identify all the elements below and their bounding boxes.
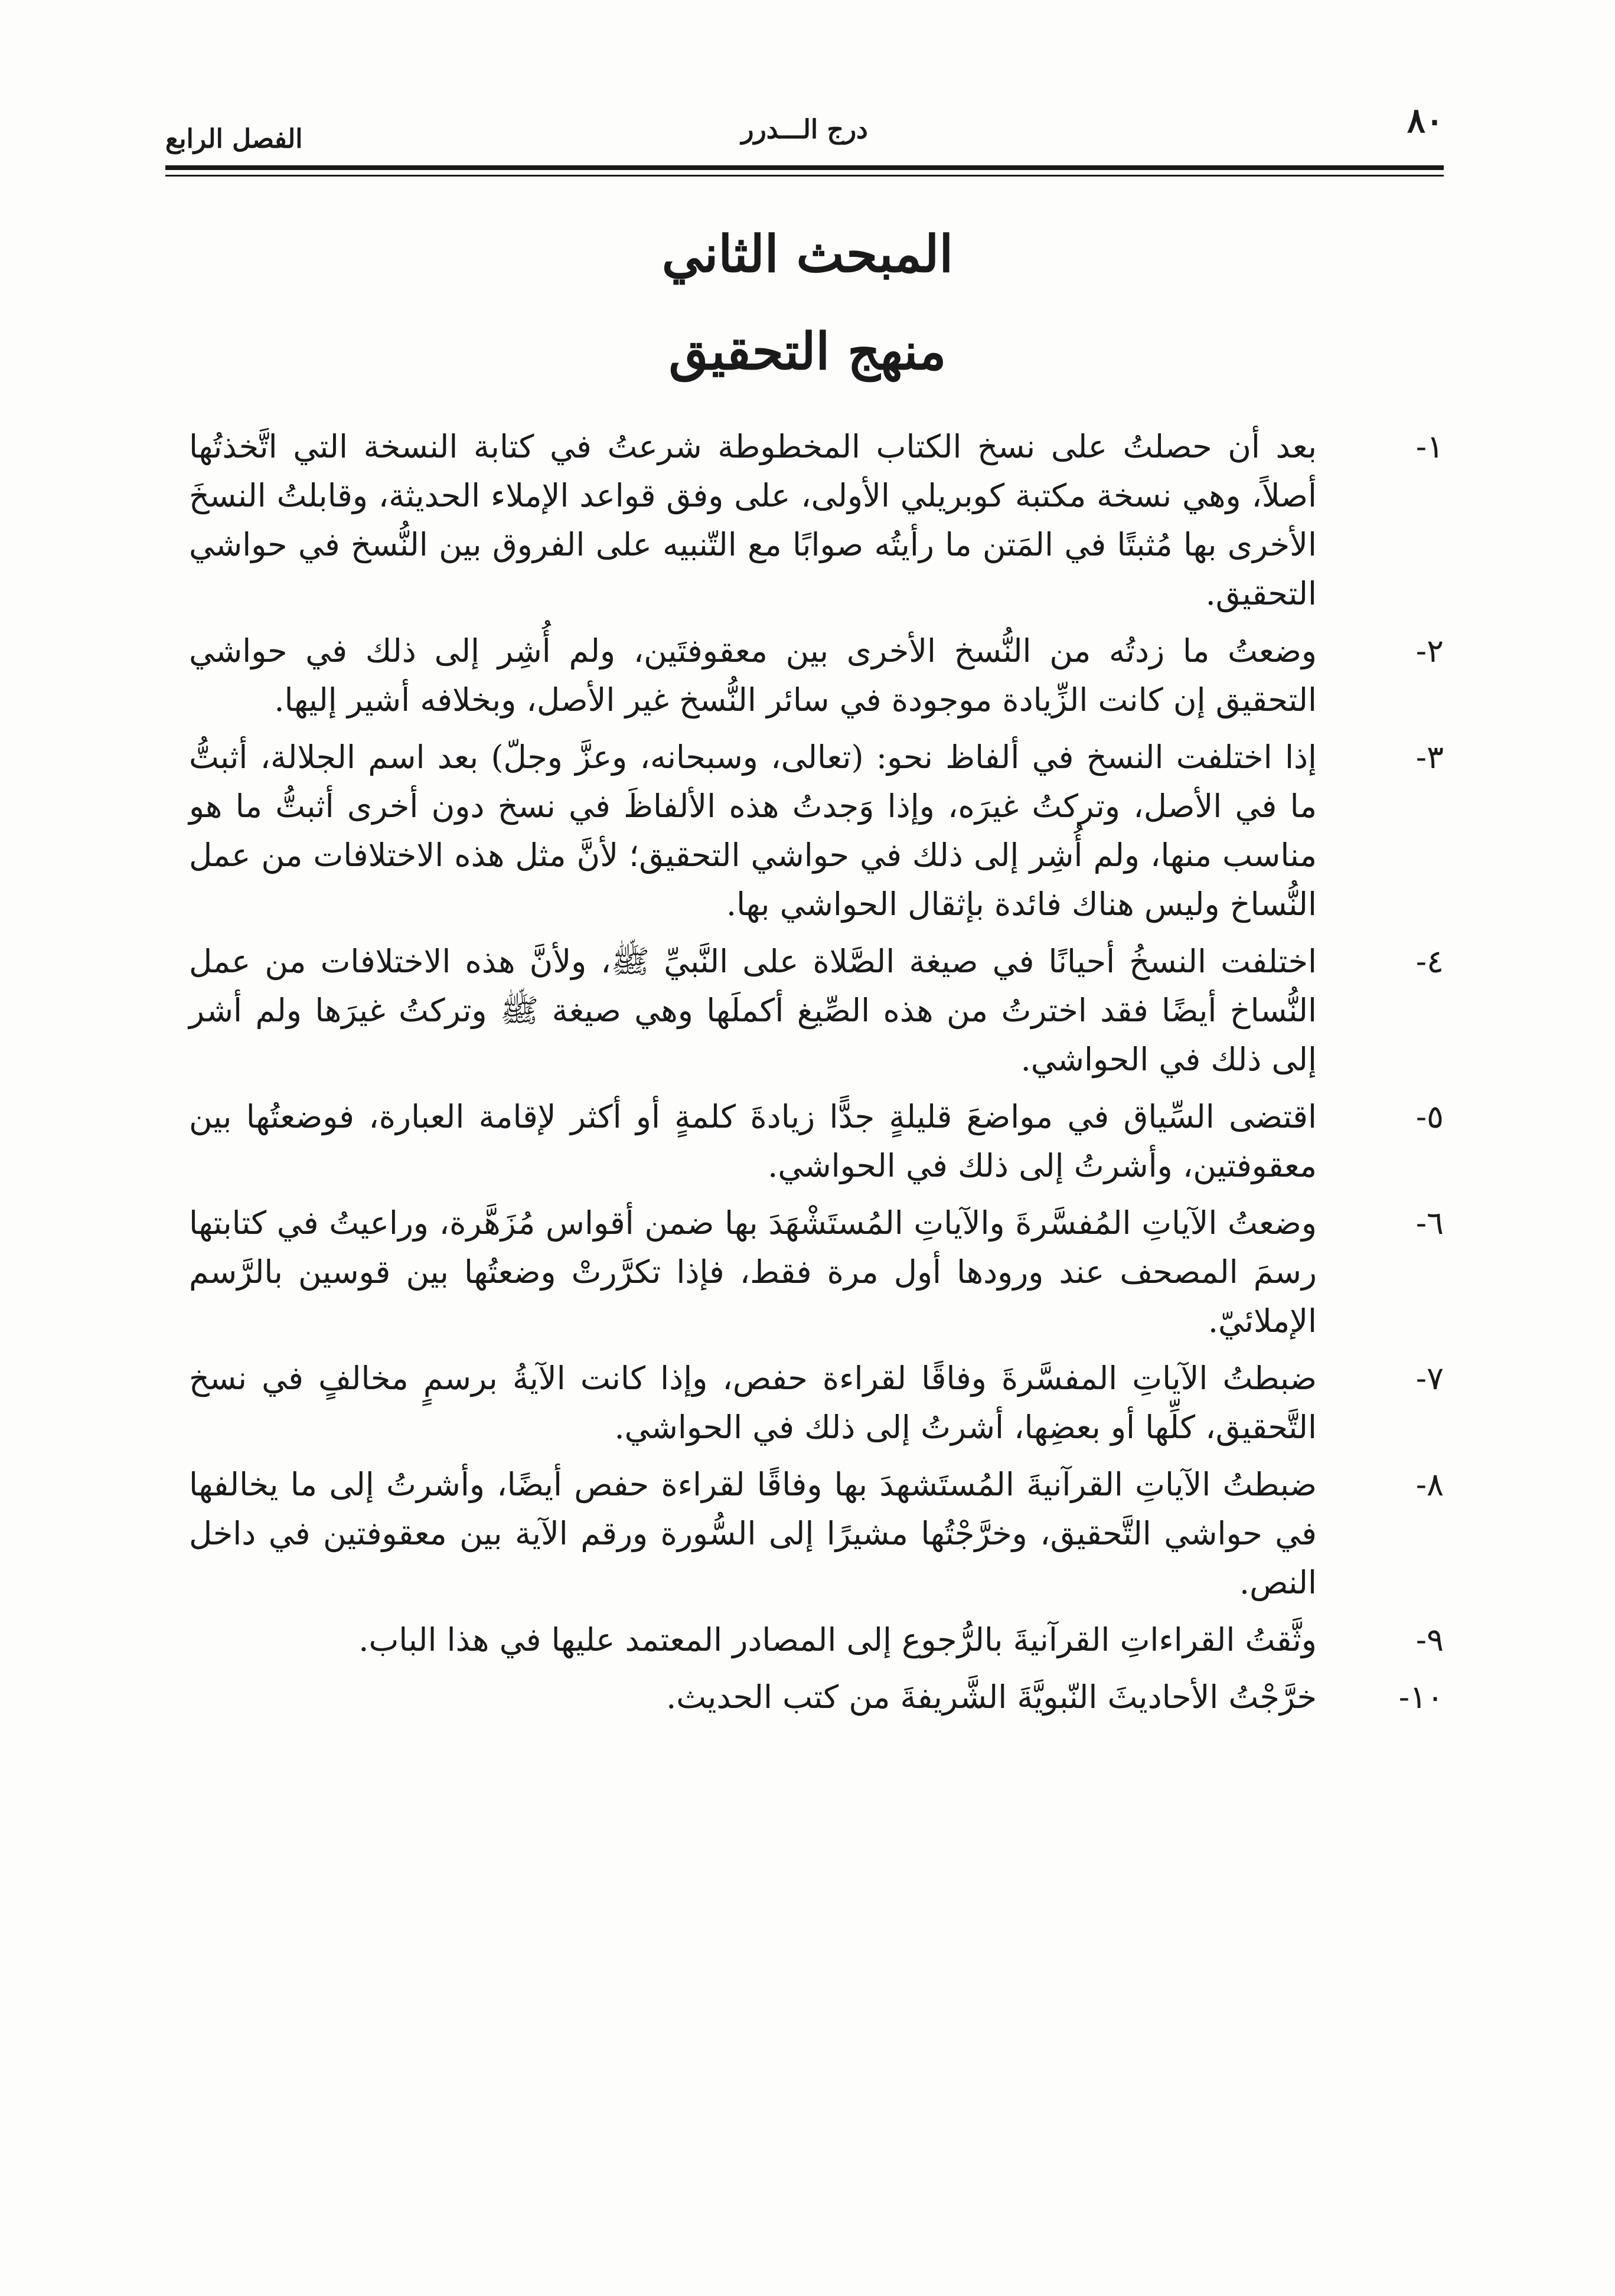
list-item-1 (189, 422, 1444, 618)
methodology-list (189, 422, 1444, 1730)
page-number: ٨٠ (1407, 100, 1444, 141)
item-text: وثَّقتُ القراءاتِ القرآنيةَ بالرُّجوع إلى المصادر المعتمد عليها في هذا الباب. (358, 1621, 1317, 1658)
item-number: ٧- (1415, 1360, 1444, 1397)
item-number: ٢- (1415, 632, 1444, 669)
item-number: ٨- (1415, 1466, 1444, 1503)
list-item-2 (189, 626, 1444, 724)
item-number: ٥- (1415, 1098, 1444, 1135)
item-number: ٣- (1415, 739, 1444, 776)
list-item-10 (189, 1673, 1444, 1722)
chapter-title: الفصل الرابع (165, 124, 303, 154)
item-text: وضعتُ الآياتِ المُفسَّرةَ والآياتِ المُستَشْهَدَ بها ضمن أقواس مُزَهَّرة، وراعيتُ في كتابتها رسمَ المصحف عند ورودها أول مرة فقط، فإذا تكرَّرتْ وضعتُها بين قوسين بالرَّسم الإملائيّ. (189, 1204, 1317, 1340)
item-number: ٩- (1415, 1621, 1444, 1658)
section-heading: المبحث الثاني (661, 224, 954, 284)
item-number: ٤- (1415, 943, 1444, 980)
list-item-5 (189, 1092, 1444, 1190)
book-title: درج الـــدرر (741, 115, 868, 145)
item-text: وضعتُ ما زدتُه من النُّسخ الأخرى بين معقوفتَين، ولم أُشِر إلى ذلك في حواشي التحقيق إن كانت الزِّيادة موجودة في سائر النُّسخ غير الأصل، وبخلافه أشير إليها. (189, 632, 1317, 718)
list-item-9 (189, 1615, 1444, 1664)
item-number: ٦- (1415, 1204, 1444, 1242)
item-number: ١- (1415, 428, 1444, 465)
header-rule-thin (165, 175, 1444, 177)
item-text: إذا اختلفت النسخ في ألفاظ نحو: (تعالى، وسبحانه، وعزَّ وجلّ) بعد اسم الجلالة، أثبتُّ ما في الأصل، وتركتُ غيرَه، وإذا وَجدتُ هذه الألفاظَ في نسخ دون أخرى أثبتُّ ما هو مناسب منها، ولم أُشِر إلى ذلك في حواشي التحقيق؛ لأنَّ مثل هذه الاختلافات من عمل النُّساخ وليس هناك فائدة بإثقال الحواشي بها. (189, 739, 1317, 923)
list-item-6 (189, 1198, 1444, 1345)
item-text: خرَّجْتُ الأحاديثَ النّبويَّةَ الشَّريفةَ من كتب الحديث. (666, 1678, 1317, 1716)
list-item-8 (189, 1460, 1444, 1607)
item-text: اختلفت النسخُ أحيانًا في صيغة الصَّلاة على النَّبيِّ ﷺ، ولأنَّ هذه الاختلافات من عمل النُّساخ أيضًا فقد اخترتُ من هذه الصِّيغ أكملَها وهي صيغة ﷺ وتركتُ غيرَها ولم أشر إلى ذلك في الحواشي. (189, 943, 1317, 1078)
list-item-7 (189, 1354, 1444, 1452)
item-text: ضبطتُ الآياتِ المفسَّرةَ وفاقًا لقراءة حفص، وإذا كانت الآيةُ برسمٍ مخالفٍ في نسخ التَّحقيق، كلِّها أو بعضِها، أشرتُ إلى ذلك في الحواشي. (189, 1360, 1317, 1446)
running-header (165, 100, 1444, 159)
header-rule-thick (165, 165, 1444, 170)
subsection-heading: منهج التحقيق (668, 322, 947, 381)
item-text: بعد أن حصلتُ على نسخ الكتاب المخطوطة شرعتُ في كتابة النسخة التي اتَّخذتُها أصلاً، وهي نسخة مكتبة كوبريلي الأولى، على وفق قواعد الإملاء الحديثة، وقابلتُ النسخَ الأخرى بها مُثبتًا في المَتن ما رأيتُه صوابًا مع التّنبيه على الفروق بين النُّسخ في حواشي التحقيق. (189, 428, 1317, 612)
item-text: اقتضى السِّياق في مواضعَ قليلةٍ جدًّا زيادةَ كلمةٍ أو أكثر لإقامة العبارة، فوضعتُها بين معقوفتين، وأشرتُ إلى ذلك في الحواشي. (189, 1098, 1317, 1184)
item-number: ١٠- (1398, 1678, 1444, 1716)
item-text: ضبطتُ الآياتِ القرآنيةَ المُستَشهدَ بها وفاقًا لقراءة حفص أيضًا، وأشرتُ إلى ما يخالفها في حواشي التَّحقيق، وخرَّجْتُها مشيرًا إلى السُّورة ورقم الآية بين معقوفتين في داخل النص. (189, 1466, 1317, 1601)
list-item-4 (189, 937, 1444, 1084)
list-item-3 (189, 733, 1444, 929)
